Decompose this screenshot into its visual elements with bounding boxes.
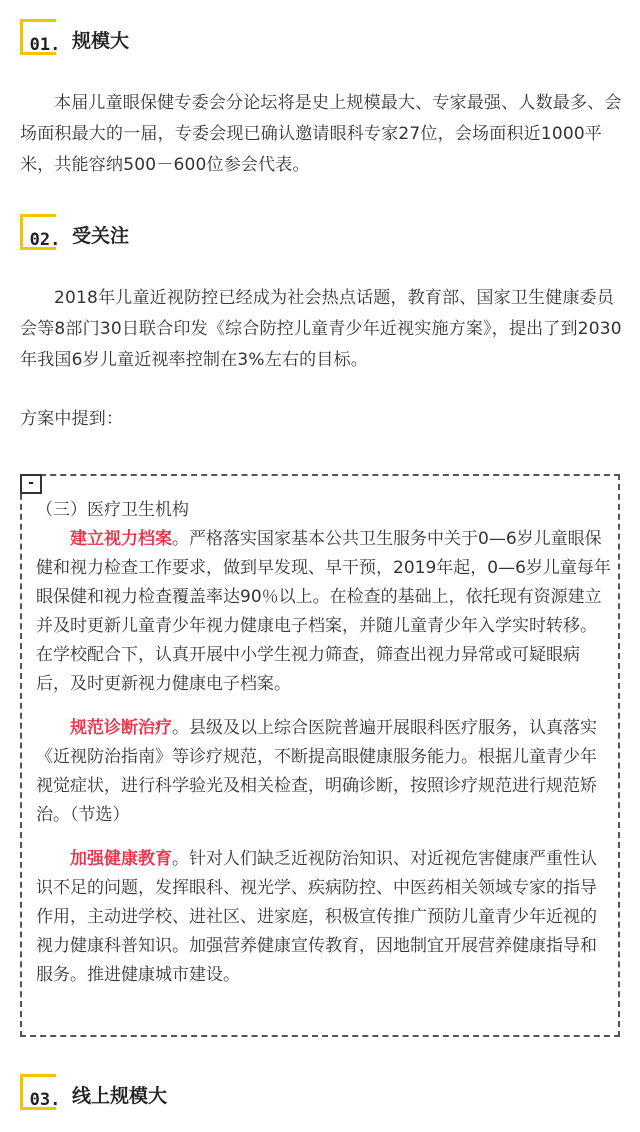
quote-item-text: 。县级及以上综合医院普遍开展眼科医疗服务，认真落实《近视防治指南》等诊疗规范，不断提高眼健康服务能力。根据儿童青少年视觉症状，进行科学验光及相关检查，明确诊断，按照诊疗规范进行规范矫治。（节选） (36, 718, 597, 825)
quote-content (36, 496, 612, 1005)
quote-item-highlight: 建立视力档案 (70, 529, 172, 549)
quote-item (36, 845, 612, 990)
section-number-badge (20, 19, 64, 57)
section-number-badge (20, 1074, 64, 1112)
collapse-toggle-icon[interactable]: - (20, 474, 42, 494)
paragraph-attention: 2018年儿童近视防控已经成为社会热点话题，教育部、国家卫生健康委员会等8部门30日联合印发《综合防控儿童青少年近视实施方案》，提出了到2030年我国6岁儿童近视率控制在3%左右的目标。 (20, 288, 622, 370)
section-header-02 (20, 213, 129, 253)
quote-item (36, 525, 612, 699)
quote-item-text: 。严格落实国家基本公共卫生服务中关于0—6岁儿童眼保健和视力检查工作要求，做到早发现、早干预，2019年起，0—6岁儿童每年眼保健和视力检查覆盖率达90％以上。在检查的基础上，依托现有资源建立并及时更新儿童青少年视力健康电子档案，并随儿童青少年入学实时转移。在学校配合下，认真开展中小学生视力筛查，筛查出视力异常或可疑眼病后，及时更新视力健康电子档案。 (36, 529, 611, 694)
paragraph-scale: 本届儿童眼保健专委会分论坛将是史上规模最大、专家最强、人数最多、会场面积最大的一届，专委会现已确认邀请眼科专家27位，会场面积近1000平米，共能容纳500－600位参会代表。 (20, 93, 622, 175)
quote-box (20, 474, 620, 1037)
section-number: 03. (29, 1090, 61, 1110)
section-header-03 (20, 1073, 167, 1113)
quote-item-highlight: 规范诊断治疗 (70, 718, 172, 738)
quote-item (36, 714, 612, 830)
paragraph-plan-intro: 方案中提到： (20, 409, 124, 429)
section-header-01 (20, 18, 129, 58)
quote-item-text: 。针对人们缺乏近视防治知识、对近视危害健康严重性认识不足的问题，发挥眼科、视光学、疾病防控、中医药相关领域专家的指导作用，主动进学校、进社区、进家庭，积极宣传推广预防儿童青少年近视的视力健康科普知识。加强营养健康宣传教育，因地制宜开展营养健康指导和服务。推进健康城市建设。 (36, 849, 597, 985)
section-title: 受关注 (72, 224, 130, 247)
section-title: 线上规模大 (72, 1084, 168, 1107)
quote-heading: （三）医疗卫生机构 (36, 500, 189, 520)
section-number: 02. (29, 230, 61, 250)
quote-item-highlight: 加强健康教育 (70, 849, 172, 869)
section-title: 规模大 (72, 29, 130, 52)
section-number-badge (20, 214, 64, 252)
section-number: 01. (29, 35, 61, 55)
